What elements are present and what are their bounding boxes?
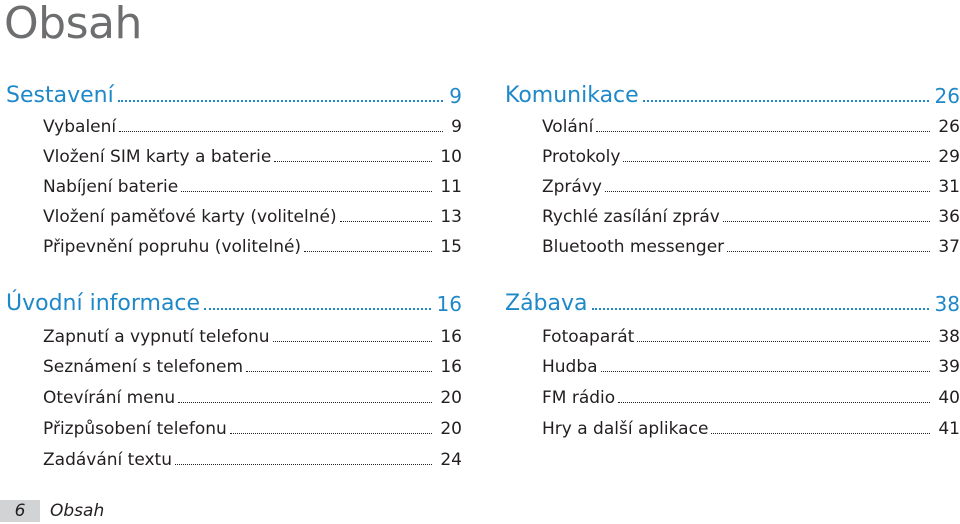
section-title: Zábava <box>505 291 588 316</box>
dot-leader <box>181 191 432 192</box>
toc-entry[interactable] <box>6 326 462 348</box>
entry-label: Připevnění popruhu (volitelné) <box>43 237 302 257</box>
page-title: Obsah <box>4 0 142 49</box>
dot-leader <box>178 402 432 403</box>
entry-page-number: 13 <box>440 207 462 227</box>
entry-label: Zapnutí a vypnutí telefonu <box>43 327 270 347</box>
toc-entry[interactable] <box>505 236 960 258</box>
toc-entry[interactable] <box>6 206 462 228</box>
dot-leader <box>340 221 433 222</box>
entry-page-number: 16 <box>440 327 462 347</box>
toc-entry[interactable] <box>505 326 960 348</box>
toc-section-heading[interactable] <box>6 291 462 317</box>
entry-label: Volání <box>542 117 594 137</box>
toc-entry[interactable] <box>6 387 462 409</box>
section-page-number: 16 <box>436 292 462 316</box>
entry-page-number: 41 <box>938 419 960 439</box>
entry-page-number: 38 <box>938 327 960 347</box>
entry-page-number: 37 <box>938 237 960 257</box>
toc-entry[interactable] <box>6 116 462 138</box>
entry-page-number: 36 <box>938 207 960 227</box>
toc-section-heading[interactable] <box>505 83 960 109</box>
toc-entry[interactable] <box>6 176 462 198</box>
entry-page-number: 24 <box>440 450 462 470</box>
dot-leader <box>723 221 931 222</box>
entry-label: Nabíjení baterie <box>43 177 179 197</box>
toc-entry[interactable] <box>505 387 960 409</box>
entry-label: Seznámení s telefonem <box>43 357 244 377</box>
entry-label: Bluetooth messenger <box>542 237 725 257</box>
toc-section-heading[interactable] <box>505 291 960 317</box>
dot-leader <box>637 341 930 342</box>
section-title: Komunikace <box>505 83 639 108</box>
toc-entry[interactable] <box>6 449 462 471</box>
dot-leader <box>727 251 930 252</box>
entry-label: Vložení SIM karty a baterie <box>43 147 272 167</box>
toc-entry[interactable] <box>505 116 960 138</box>
entry-page-number: 16 <box>440 357 462 377</box>
dot-leader <box>246 371 432 372</box>
entry-label: FM rádio <box>542 388 616 408</box>
dot-leader <box>204 308 430 310</box>
entry-label: Vybalení <box>43 117 117 137</box>
entry-label: Protokoly <box>542 147 621 167</box>
entry-page-number: 26 <box>938 117 960 137</box>
entry-label: Rychlé zasílání zpráv <box>542 207 720 227</box>
entry-label: Přizpůsobení telefonu <box>43 419 227 439</box>
section-page-number: 38 <box>934 292 960 316</box>
dot-leader <box>711 433 930 434</box>
dot-leader <box>643 100 929 102</box>
section-title: Sestavení <box>6 83 114 108</box>
entry-label: Vložení paměťové karty (volitelné) <box>43 207 337 227</box>
dot-leader <box>304 251 432 252</box>
entry-page-number: 39 <box>938 357 960 377</box>
dot-leader <box>230 433 433 434</box>
entry-label: Fotoaparát <box>542 327 635 347</box>
dot-leader <box>605 191 930 192</box>
toc-section-heading[interactable] <box>6 83 462 109</box>
entry-page-number: 29 <box>938 147 960 167</box>
toc-entry[interactable] <box>505 176 960 198</box>
entry-label: Otevírání menu <box>43 388 176 408</box>
toc-entry[interactable] <box>505 206 960 228</box>
entry-page-number: 15 <box>440 237 462 257</box>
toc-entry[interactable] <box>505 356 960 378</box>
entry-label: Zprávy <box>542 177 602 197</box>
toc-entry[interactable] <box>505 418 960 440</box>
entry-label: Hry a další aplikace <box>542 419 709 439</box>
dot-leader <box>274 161 432 162</box>
section-title: Úvodní informace <box>6 291 201 316</box>
entry-page-number: 40 <box>938 388 960 408</box>
entry-page-number: 20 <box>440 419 462 439</box>
dot-leader <box>596 131 930 132</box>
section-page-number: 9 <box>449 84 462 108</box>
entry-page-number: 31 <box>938 177 960 197</box>
entry-page-number: 11 <box>440 177 462 197</box>
dot-leader <box>119 131 443 132</box>
section-page-number: 26 <box>934 84 960 108</box>
dot-leader <box>175 464 432 465</box>
dot-leader <box>273 341 433 342</box>
entry-page-number: 10 <box>440 147 462 167</box>
dot-leader <box>592 308 929 310</box>
toc-entry[interactable] <box>6 356 462 378</box>
dot-leader <box>618 402 930 403</box>
entry-page-number: 20 <box>440 388 462 408</box>
entry-label: Hudba <box>542 357 598 377</box>
toc-entry[interactable] <box>6 236 462 258</box>
dot-leader <box>623 161 930 162</box>
toc-entry[interactable] <box>6 418 462 440</box>
toc-entry[interactable] <box>6 146 462 168</box>
dot-leader <box>601 371 931 372</box>
entry-page-number: 9 <box>451 117 462 137</box>
entry-label: Zadávání textu <box>43 450 172 470</box>
dot-leader <box>118 100 444 102</box>
footer-page-number: 6 <box>0 500 40 522</box>
footer-label: Obsah <box>50 501 105 521</box>
toc-entry[interactable] <box>505 146 960 168</box>
